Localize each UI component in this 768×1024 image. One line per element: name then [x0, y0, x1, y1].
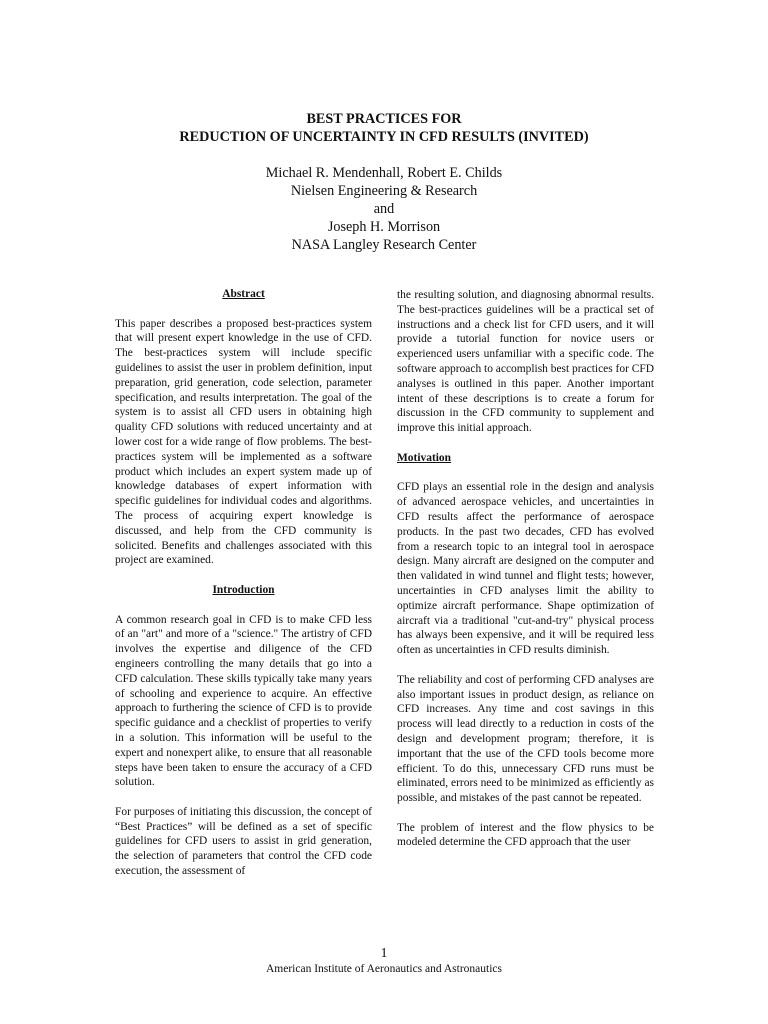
abstract-heading: Abstract: [222, 288, 265, 300]
affiliation-2: NASA Langley Research Center: [291, 237, 477, 253]
left-column: [115, 287, 372, 879]
author-conjunction: and: [373, 201, 395, 217]
motivation-paragraph-2: The reliability and cost of performing CFD analyses are also important issues in product design, as reliance on CFD increases. Any time and cost savings in this process will lead directly to a reduction in costs of the design and development program; therefore, it is important that the use of the CFD tools become more efficient. To do this, unnecessary CFD runs must be eliminated, errors need to be minimized as efficiently as possible, and mistakes of the past cannot be repeated.: [397, 673, 654, 805]
affiliation-1: Nielsen Engineering & Research: [290, 183, 478, 199]
page-number: 1: [380, 946, 388, 961]
title-line-1: BEST PRACTICES FOR: [306, 111, 462, 127]
author-names-2: Joseph H. Morrison: [327, 219, 441, 235]
paper-title: [0, 110, 768, 146]
introduction-paragraph-3: the resulting solution, and diagnosing abnormal results. The best-practices guidelines will be a practical set of instructions and a check list for CFD users, and it will provide a tutorial function for novice users or experienced users unfamiliar with a specific code. The software approach to accomplish best practices for CFD analyses is outlined in this paper. Another important intent of these descriptions is to create a forum for discussion in the CFD community to supplement and improve this initial approach.: [397, 289, 654, 435]
right-column: [397, 288, 654, 850]
motivation-heading: Motivation: [397, 451, 452, 464]
motivation-paragraph-3: The problem of interest and the flow physics to be modeled determine the CFD approach that the user: [397, 821, 654, 849]
introduction-heading: Introduction: [212, 583, 275, 596]
author-names-1: Michael R. Mendenhall, Robert E. Childs: [265, 165, 503, 181]
introduction-paragraph-1: A common research goal in CFD is to make CFD less of an "art" and more of a "science." The artistry of CFD involves the expertise and diligence of the CFD engineers controlling the many details that go into a CFD calculation. These skills typically take many years of schooling and experience to acquire. An effective approach to furthering the science of CFD is to provide specific guidance and a checklist of properties to verify in a solution. This information will be useful to the expert and nonexpert alike, to ensure that all reasonable steps have been taken to ensure the accuracy of a CFD solution.: [115, 613, 372, 789]
title-line-2: REDUCTION OF UNCERTAINTY IN CFD RESULTS (INVITED): [179, 129, 589, 145]
introduction-paragraph-2: For purposes of initiating this discussion, the concept of “Best Practices” will be defined as a set of specific guidelines for CFD users to assist in grid generation, the selection of parameters that control the CFD code execution, the assessment of: [115, 805, 372, 878]
footer-organization: American Institute of Aeronautics and Astronautics: [265, 963, 502, 975]
motivation-paragraph-1: CFD plays an essential role in the design and analysis of advanced aerospace vehicles, and uncertainties in CFD results affect the performance of aerospace products. In the past two decades, CFD has evolved from a research topic to an integral tool in aerospace design. Many aircraft are designed on the computer and then validated in wind tunnel and flight tests; however, uncertainties in CFD analyses limit the ability to optimize aircraft performance. Shape optimization of aircraft via a traditional "cut-and-try" physical process has always been expensive, and it will be required less often as uncertainties in CFD results diminish.: [397, 481, 654, 657]
author-block: [0, 164, 768, 254]
abstract-text: This paper describes a proposed best-practices system that will present expert knowledge in the use of CFD. The best-practices system will include specific guidelines to assist the user in problem definition, input preparation, grid generation, code selection, parameter specification, and results interpretation. The goal of the system is to assist all CFD users in obtaining high quality CFD solutions with reduced uncertainty and at lower cost for a wide range of flow problems. The best-practices system will be implemented as a software product which includes an expert system made up of knowledge databases of expert information with specific guidelines for individual codes and algorithms. The process of acquiring expert knowledge is discussed, and help from the CFD community is solicited. Benefits and challenges associated with this project are examined.: [115, 317, 372, 567]
